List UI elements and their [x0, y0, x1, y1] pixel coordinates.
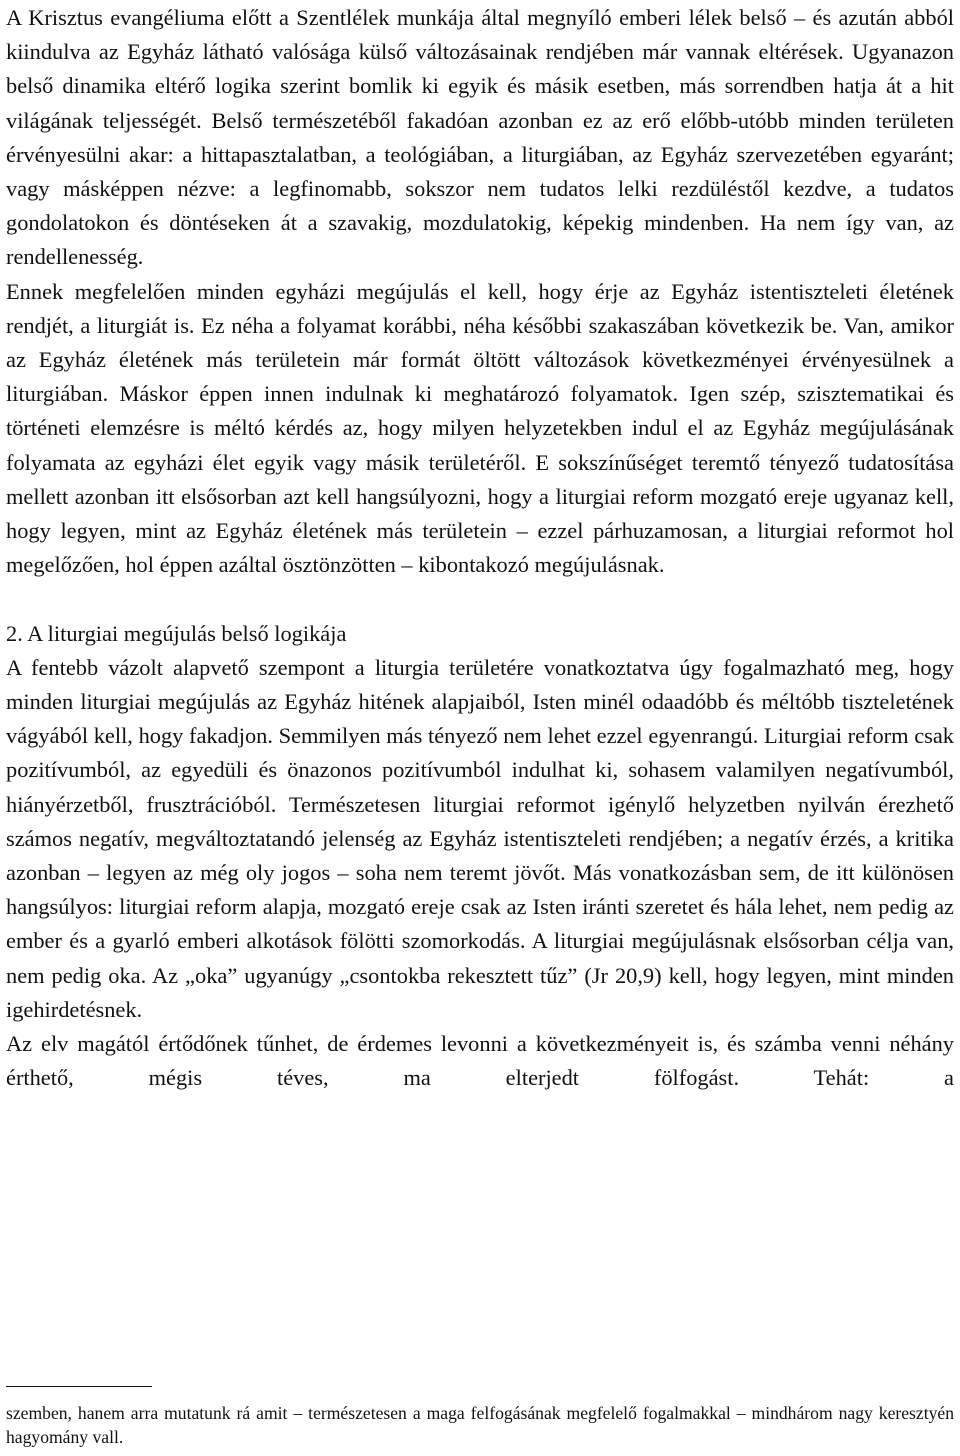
footnote-separator	[6, 1386, 152, 1387]
document-page	[6, 0, 954, 1095]
footnote-text: szemben, hanem arra mutatunk rá amit – természetesen a maga felfogásának megfelelő fogalmakkal – mindhárom nagy keresztyén hagyomány vall.	[6, 1403, 954, 1447]
section-heading: 2. A liturgiai megújulás belső logikája	[6, 620, 347, 646]
body-paragraph: Az elv magától értődőnek tűnhet, de érdemes levonni a következményeit is, és számba venni néhány érthető, mégis téves, ma elterjedt fölfogást. Tehát: a	[6, 1031, 954, 1091]
body-paragraph: A Krisztus evangéliuma előtt a Szentlélek munkája által megnyíló emberi lélek belső – és azután abból kiindulva az Egyház látható valósága külső változásainak rendjében már vannak eltérések. Ugyanazon belső dinamika eltérő logika szerint bomlik ki egyik és másik esetben, más sorrendben hatja át a hit világának teljességét. Belső természetéből fakadóan azonban ez az erő előbb-utóbb minden területen érvényesülni akar: a hittapasztalatban, a teológiában, a liturgiában, az Egyház szervezetében egyaránt; vagy másképpen nézve: a legfinomabb, sokszor nem tudatos lelki rezdüléstől kezdve, a tudatos gondolatokon és döntéseken át a szavakig, mozdulatokig, képekig mindenben. Ha nem így van, az rendellenesség.	[6, 5, 954, 270]
paragraph-gap	[6, 582, 954, 616]
body-paragraph: Ennek megfelelően minden egyházi megújulás el kell, hogy érje az Egyház istentiszteleti életének rendjét, a liturgiát is. Ez néha a folyamat korábbi, néha későbbi szakaszában következik be. Van, amikor az Egyház életének más területein már formát öltött változások következményei érvényesülnek a liturgiában. Máskor éppen innen indulnak ki meghatározó folyamatok. Igen szép, szisztematikai és történeti elemzésre is méltó kérdés az, hogy milyen helyzetekben indul el az Egyház megújulásának folyamata az egyházi élet egyik vagy másik területéről. E sokszínűséget teremtő tényező tudatosítása mellett azonban itt elsősorban azt kell hangsúlyozni, hogy a liturgiai reform mozgató ereje ugyanaz kell, hogy legyen, mint az Egyház életének más területein – ezzel párhuzamosan, a liturgiai reformot hol megelőzően, hol éppen azáltal ösztönzötten – kibontakozó megújulásnak.	[6, 278, 954, 578]
body-paragraph: A fentebb vázolt alapvető szempont a liturgia területére vonatkoztatva úgy fogalmazható meg, hogy minden liturgiai megújulás az Egyház hitének alapjaiból, Isten minél odaadóbb és méltóbb tiszteletének vágyából kell, hogy fakadjon. Semmilyen más tényező nem lehet ezzel egyenrangú. Liturgiai reform csak pozitívumból, az egyedüli és önazonos pozitívumból indulhat ki, sohasem valamilyen negatívumból, hiányérzetből, frusztrációból. Természetesen liturgiai reformot igénylő helyzetben nyilván érezhető számos negatív, megváltoztatandó jelenség az Egyház istentiszteleti rendjében; a negatív érzés, a kritika azonban – legyen az még oly jogos – soha nem teremt jövőt. Más vonatkozásban sem, de itt különösen hangsúlyos: liturgiai reform alapja, mozgató ereje csak az Isten iránti szeretet és hála lehet, nem pedig az ember és a gyarló emberi alkotások fölötti szomorkodás. A liturgiai megújulásnak elsősorban célja van, nem pedig oka. Az „oka” ugyanúgy „csontokba rekesztett tűz” (Jr 20,9) kell, hogy legyen, mint minden igehirdetésnek.	[6, 654, 954, 1022]
